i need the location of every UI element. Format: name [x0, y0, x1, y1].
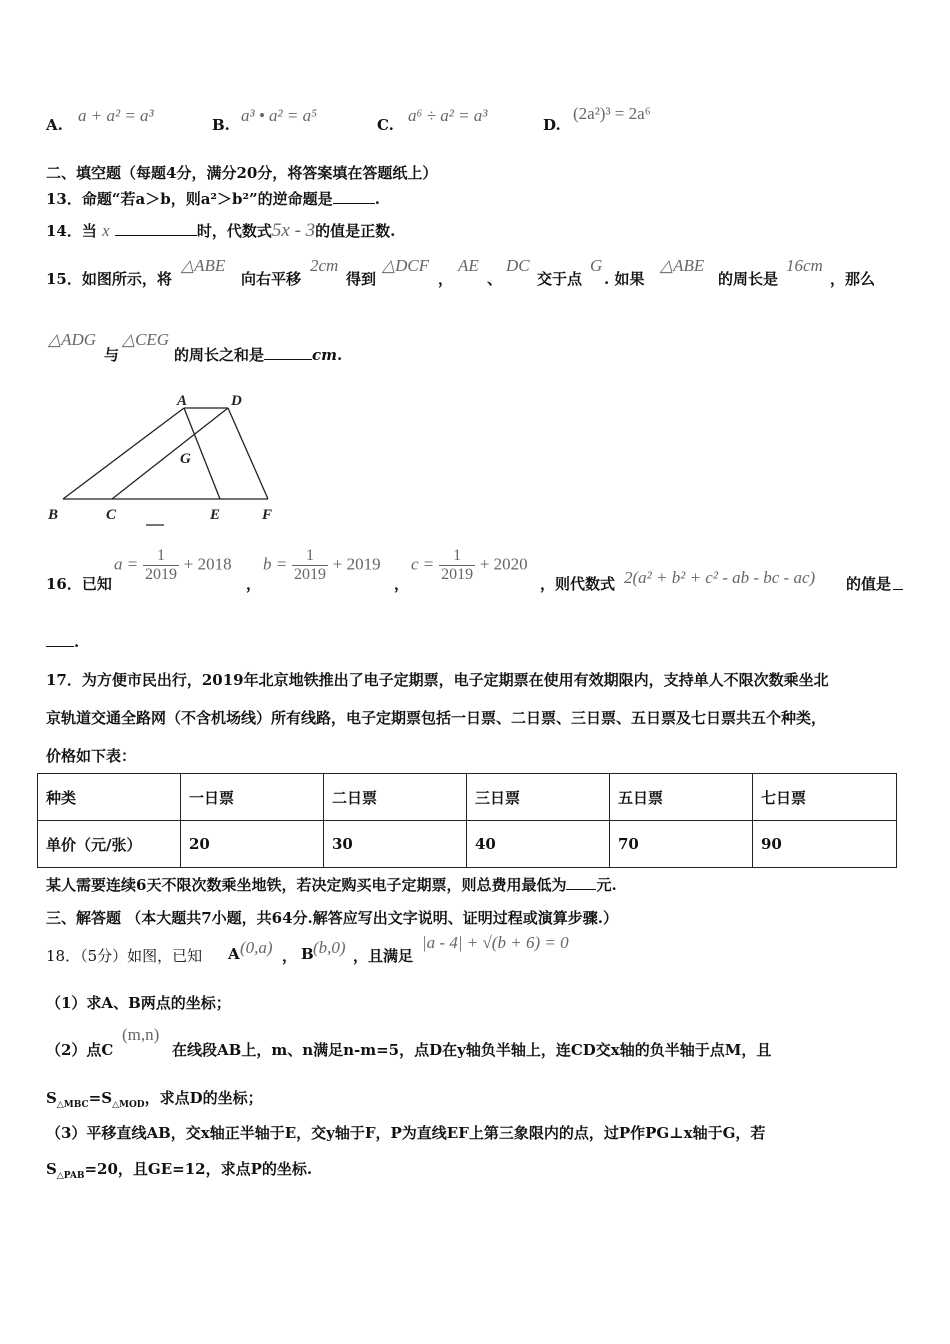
q16-a-add: + 2018 — [183, 554, 232, 574]
q16-b-add: + 2019 — [332, 554, 381, 574]
section3-heading: 三、解答题 （本大题共7小题，共64分.解答应写出文字说明、证明过程或演算步骤.） — [46, 909, 618, 927]
q18-p2b: 在线段AB上，m、n满足n-m=5，点D在y轴负半轴上，连CD交x轴的负半轴于点M，且 — [172, 1041, 772, 1059]
label-d: D — [231, 393, 242, 409]
q13-text: 命题“若a＞b，则a²＞b²”的逆命题是 — [81, 190, 333, 208]
choice-c-expr: a⁶ ÷ a² = a³ — [408, 106, 488, 125]
q18-a: A — [228, 945, 240, 963]
q18-a-coord: (0,a) — [240, 938, 273, 957]
q15-l2-t2: △CEG — [122, 330, 170, 349]
label-c: C — [106, 507, 117, 523]
geometry-figure — [40, 386, 290, 536]
q15-w2: 得到 — [346, 270, 377, 288]
q17-line3: 价格如下表： — [46, 747, 137, 765]
q15-t2: 2cm — [310, 256, 339, 275]
q16-c-lhs: c = — [411, 554, 435, 574]
q16-comma1: ， — [246, 575, 262, 593]
q18-cond: |a - 4| + √(b + 6) = 0 — [422, 933, 569, 952]
fraction: $\frac{1}{2019}$ — [294, 547, 327, 583]
segment-ba — [63, 408, 184, 499]
fraction: $\frac{1}{2019}$ — [145, 547, 178, 583]
q16-mid: ，则代数式 — [540, 575, 616, 593]
q15-l2-w2: 的周长之和是 — [174, 346, 265, 364]
q18-cond-text: ，且满足 — [353, 947, 414, 965]
q18-b: B — [301, 945, 314, 963]
q16-b-lhs: b = — [263, 554, 288, 574]
q17-after-text: 某人需要连续6天不限次数乘坐地铁，若决定购买电子定期票，则总费用最低为 — [46, 876, 567, 894]
q16-end: 的值是 — [846, 575, 892, 593]
q14-expr: 5x - 3 — [271, 220, 316, 241]
table-cell: 90 — [753, 821, 897, 868]
choice-c-label: C. — [377, 116, 394, 134]
q16-c-add: + 2020 — [479, 554, 528, 574]
q15-t6: G — [590, 256, 603, 275]
table-header-row — [38, 774, 897, 821]
q15-l2 — [174, 344, 342, 365]
q15-w1: 向右平移 — [241, 270, 302, 288]
answer-blank — [115, 221, 197, 236]
q16-a-lhs: a = — [114, 554, 139, 574]
q14-mid: 时，代数式 — [196, 222, 272, 240]
segment-df — [228, 408, 268, 499]
q15-l2-end: . — [337, 346, 343, 364]
table-cell: 一日票 — [181, 774, 324, 821]
q15-t4: AE — [458, 256, 479, 275]
q16-c — [411, 547, 528, 584]
q14 — [46, 220, 395, 242]
table-cell: 七日票 — [753, 774, 897, 821]
q16-expr: 2(a² + b² + c² - ab - bc - ac) — [624, 568, 816, 587]
q17-line2: 京轨道交通全路网（不含机场线）所有线路，电子定期票包括一日票、二日票、三日票、五日票及七日票共五个种类， — [46, 709, 827, 727]
table-cell: 二日票 — [324, 774, 467, 821]
answer-blank — [333, 189, 375, 204]
q15-l2-unit: cm — [312, 346, 338, 364]
table-cell: 种类 — [38, 774, 181, 821]
choice-d-expr: (2a²)³ = 2a⁶ — [573, 104, 651, 123]
q13-end: . — [374, 190, 380, 208]
q16-num: 16．已知 — [46, 575, 112, 593]
answer-blank — [46, 632, 74, 647]
choice-b-expr: a³ • a² = a⁵ — [241, 106, 318, 125]
price-table — [37, 773, 897, 868]
q15-w4: 、 — [487, 270, 503, 288]
q18-p2-coord: (m,n) — [122, 1025, 160, 1044]
q15-num: 15．如图所示，将 — [46, 270, 172, 288]
q15-w6: . 如果 — [604, 270, 645, 288]
q15-t3: △DCF — [382, 256, 430, 275]
q18-p2c: $S_{\triangle MBC}=S_{\triangle MOD}$，求点D的坐标； — [46, 1089, 263, 1110]
fraction: $\frac{1}{2019}$ — [441, 547, 474, 583]
q17-line1: 17．为方便市民出行，2019年北京地铁推出了电子定期票，电子定期票在使用有效期限内，支持单人不限次数乘坐北 — [46, 671, 829, 689]
table-cell: 30 — [324, 821, 467, 868]
table-cell: 五日票 — [610, 774, 753, 821]
q14-var: x — [102, 221, 110, 240]
label-a: A — [177, 393, 188, 409]
q16-end2: . — [74, 633, 80, 651]
label-f: F — [262, 507, 273, 523]
answer-blank — [264, 345, 312, 360]
q16-b — [263, 547, 381, 584]
q15-l2-w1: 与 — [104, 346, 120, 364]
q15-w3: ， — [438, 270, 454, 288]
answer-blank — [893, 589, 903, 590]
q14-num: 14．当 — [46, 222, 97, 240]
q15-w7: 的周长是 — [718, 270, 779, 288]
section2-heading: 二、填空题（每题4分，满分20分，将答案填在答题纸上） — [46, 164, 438, 182]
table-cell: 三日票 — [467, 774, 610, 821]
q15-l2-t1: △ADG — [48, 330, 97, 349]
q18-p3a: （3）平移直线AB，交x轴正半轴于E，交y轴于F，P为直线EF上第三象限内的点，过P作PG⊥x轴于G，若 — [46, 1124, 766, 1142]
q15-w8: ，那么 — [830, 270, 876, 288]
table-cell: 70 — [610, 821, 753, 868]
q16-comma2: ， — [394, 575, 410, 593]
q13-num: 13． — [46, 190, 82, 208]
answer-blank — [566, 875, 596, 890]
q15-w5: 交于点 — [537, 270, 583, 288]
q14-end: 的值是正数. — [315, 222, 396, 240]
label-b: B — [48, 507, 59, 523]
choice-a-label: A. — [46, 116, 63, 134]
q18-b-coord: (b,0) — [313, 938, 346, 957]
q16-cont — [46, 632, 79, 651]
q18-p3b: $S_{\triangle PAB}=20$，且GE=12，求点P的坐标. — [46, 1160, 313, 1181]
q17-after-end: 元. — [596, 876, 617, 894]
q15-t7: △ABE — [660, 256, 705, 275]
choice-b-label: B. — [212, 116, 230, 134]
q16-a — [114, 547, 232, 584]
q18-p1: （1）求A、B两点的坐标； — [46, 994, 231, 1012]
choice-a-expr: a + a² = a³ — [78, 106, 154, 125]
q15-t5: DC — [506, 256, 530, 275]
q13 — [46, 188, 380, 209]
choice-d-label: D. — [543, 116, 561, 134]
q18-num: 18．（5分）如图，已知 — [46, 947, 203, 965]
label-g: G — [180, 451, 191, 467]
q18-comma: ， — [282, 947, 298, 965]
segment-cd — [112, 408, 228, 499]
table-cell: 40 — [467, 821, 610, 868]
q17-after — [46, 874, 617, 895]
table-cell: 单价（元/张） — [38, 821, 181, 868]
q18-p2a: （2）点C — [46, 1041, 114, 1059]
table-cell: 20 — [181, 821, 324, 868]
label-e: E — [210, 507, 221, 523]
q15-t8: 16cm — [786, 256, 823, 275]
table-row — [38, 821, 897, 868]
q15-t1: △ABE — [181, 256, 226, 275]
